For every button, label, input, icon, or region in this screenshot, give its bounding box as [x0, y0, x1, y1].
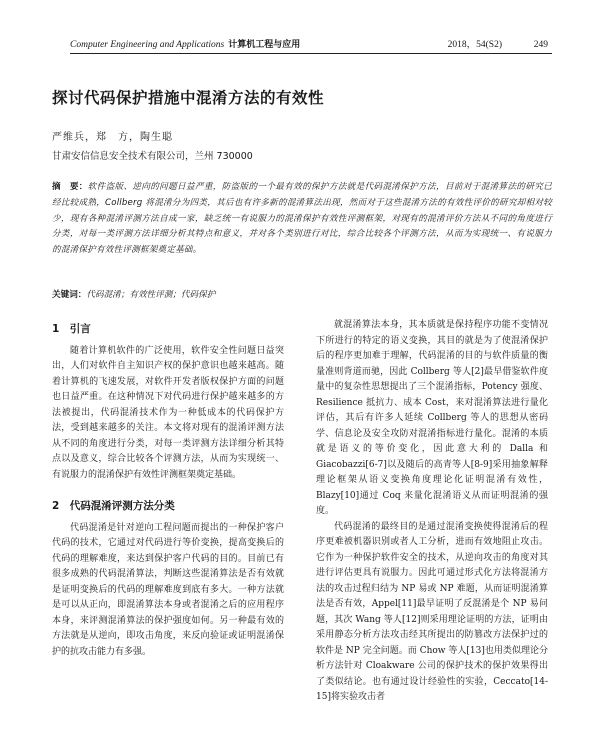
- right-column: [316, 318, 548, 706]
- abstract: [52, 180, 552, 259]
- left-column: [52, 318, 284, 660]
- authors: 严维兵，郑 方，陶生聪: [52, 132, 173, 143]
- journal-name-cn: 计算机工程与应用: [228, 40, 301, 50]
- abstract-label: 摘 要：: [52, 182, 88, 192]
- right-paragraph-2: 代码混淆的最终目的是通过混淆变换使得混淆后的程序更难被机器识别或者人工分析，进而有效地阻止攻击。它作为一种保护软件安全的技术，从逆向攻击的角度对其进行评估更具有说服力。因此可通过形式化方法将混淆方法的攻击过程归结为 NP 易或 NP 难题，从而证明混淆算法是否有效，Appel[11]最早证明了反混淆是个 NP 易问题，其次 Wang 等人[12]则采用理论证明的方法，证明由采用静态分析方法攻击经其所提出的防篡改方法保护过的软件是 NP 完全问题。而 Chow 等人[13]也用类似理论分析方法针对 Cloakware 公司的保护技术的保护效果得出了类似结论。也有通过设计经验性的实验，Ceccato[14-15]将实验攻击者: [316, 521, 548, 702]
- section-2-paragraph: 代码混淆是针对逆向工程问题而提出的一种保护客户代码的技术，它通过对代码进行等价变换，提高变换后的代码的理解难度，来达到保护客户代码的目的。目前已有很多成熟的代码混淆算法，判断这些混淆算法是否有效就是证明变换后的代码的理解难度到底有多大。一种方法就是可以从正向，即混淆算法本身或者混淆之后的应用程序本身，来评测混淆算法的保护强度如何。另一种最有效的方法就是从逆向，即攻击角度，来反向验证或证明混淆保护的抗攻击能力有多强。: [52, 522, 284, 657]
- section-1-paragraph: 随着计算机软件的广泛使用，软件安全性问题日益突出，人们对软件自主知识产权的保护意识也越来越高。随着计算机的飞速发展，对软件开发者版权保护方面的问题也日益严重。在这种情况下对代码进行保护越来越多的方法被提出，代码混淆技术作为一种低成本的代码保护方法，受到越来越多的关注。本文将对现有的混淆评测方法从不同的角度进行分类，对每一类评测方法详细分析其特点以及意义，综合比较各个评测方法，从而为实现统一、有说服力的混淆保护有效性评测框架奠定基础。: [52, 345, 284, 480]
- keywords-label: 关键词：: [52, 290, 87, 300]
- affiliation: 甘肃安信信息安全技术有限公司，兰州 730000: [52, 151, 253, 162]
- page-number: 249: [533, 40, 548, 50]
- abstract-text: 软件盗版、逆向的问题日益严重，防盗版的一个最有效的保护方法就是代码混淆保护方法，目前对于混淆算法的研究已经比较成熟，Collberg 将混淆分为四类，其后也有许多新的混淆算法出现，然而对于这些混淆方法的有效性评价的研究却相对较少，现有各种混淆评测方法自成一家，缺乏统一有说服力的混淆保护有效性评测框架，对现有的混淆评价方法从不同的角度进行分类，对每一类评测方法详细分析其特点和意义，并对各个类别进行对比，综合比较各个评测方法，从而为实现统一、有说服力的混淆保护有效性评测框架奠定基础。: [52, 182, 552, 256]
- keywords: [52, 288, 552, 300]
- keywords-text: 代码混淆；有效性评测；代码保护: [86, 290, 216, 300]
- journal-name-en: Computer Engineering and Applications: [70, 40, 225, 50]
- section-2-heading: 2 代码混淆评测方法分类: [52, 500, 175, 512]
- running-header: [70, 36, 552, 54]
- issue-info: 2018，54(S2): [447, 40, 502, 50]
- article-title: 探讨代码保护措施中混淆方法的有效性: [52, 89, 325, 107]
- right-paragraph-1: 就混淆算法本身，其本质就是保持程序功能不变情况下所进行的特定的语义变换，其目的就是为了使混淆保护后的程序更加难于理解，代码混淆的目的与软件质量的衡量准则背道而驰，因此 Collberg 等人[2]最早借鉴软件度量中的复杂性思想提出了三个混淆指标，Potency 强度、Resilience 抵抗力、成本 Cost，来对混淆算法进行量化评估，其后有许多人延续 Collberg 等人的思想从密码学、信息论及安全攻防对混淆指标进行量化。混淆的本质就是语义的等价变化，因此意大利的 Dalla 和 Giacobazzi[6-7]以及随后的高青等人[8-9]采用抽象解释理论框架从语义变换角度理论化证明混淆有效性，Blazy[10]通过 Coq 来量化混淆语义从而证明混淆的强度。: [316, 320, 548, 516]
- section-1-heading: 1 引言: [52, 323, 91, 335]
